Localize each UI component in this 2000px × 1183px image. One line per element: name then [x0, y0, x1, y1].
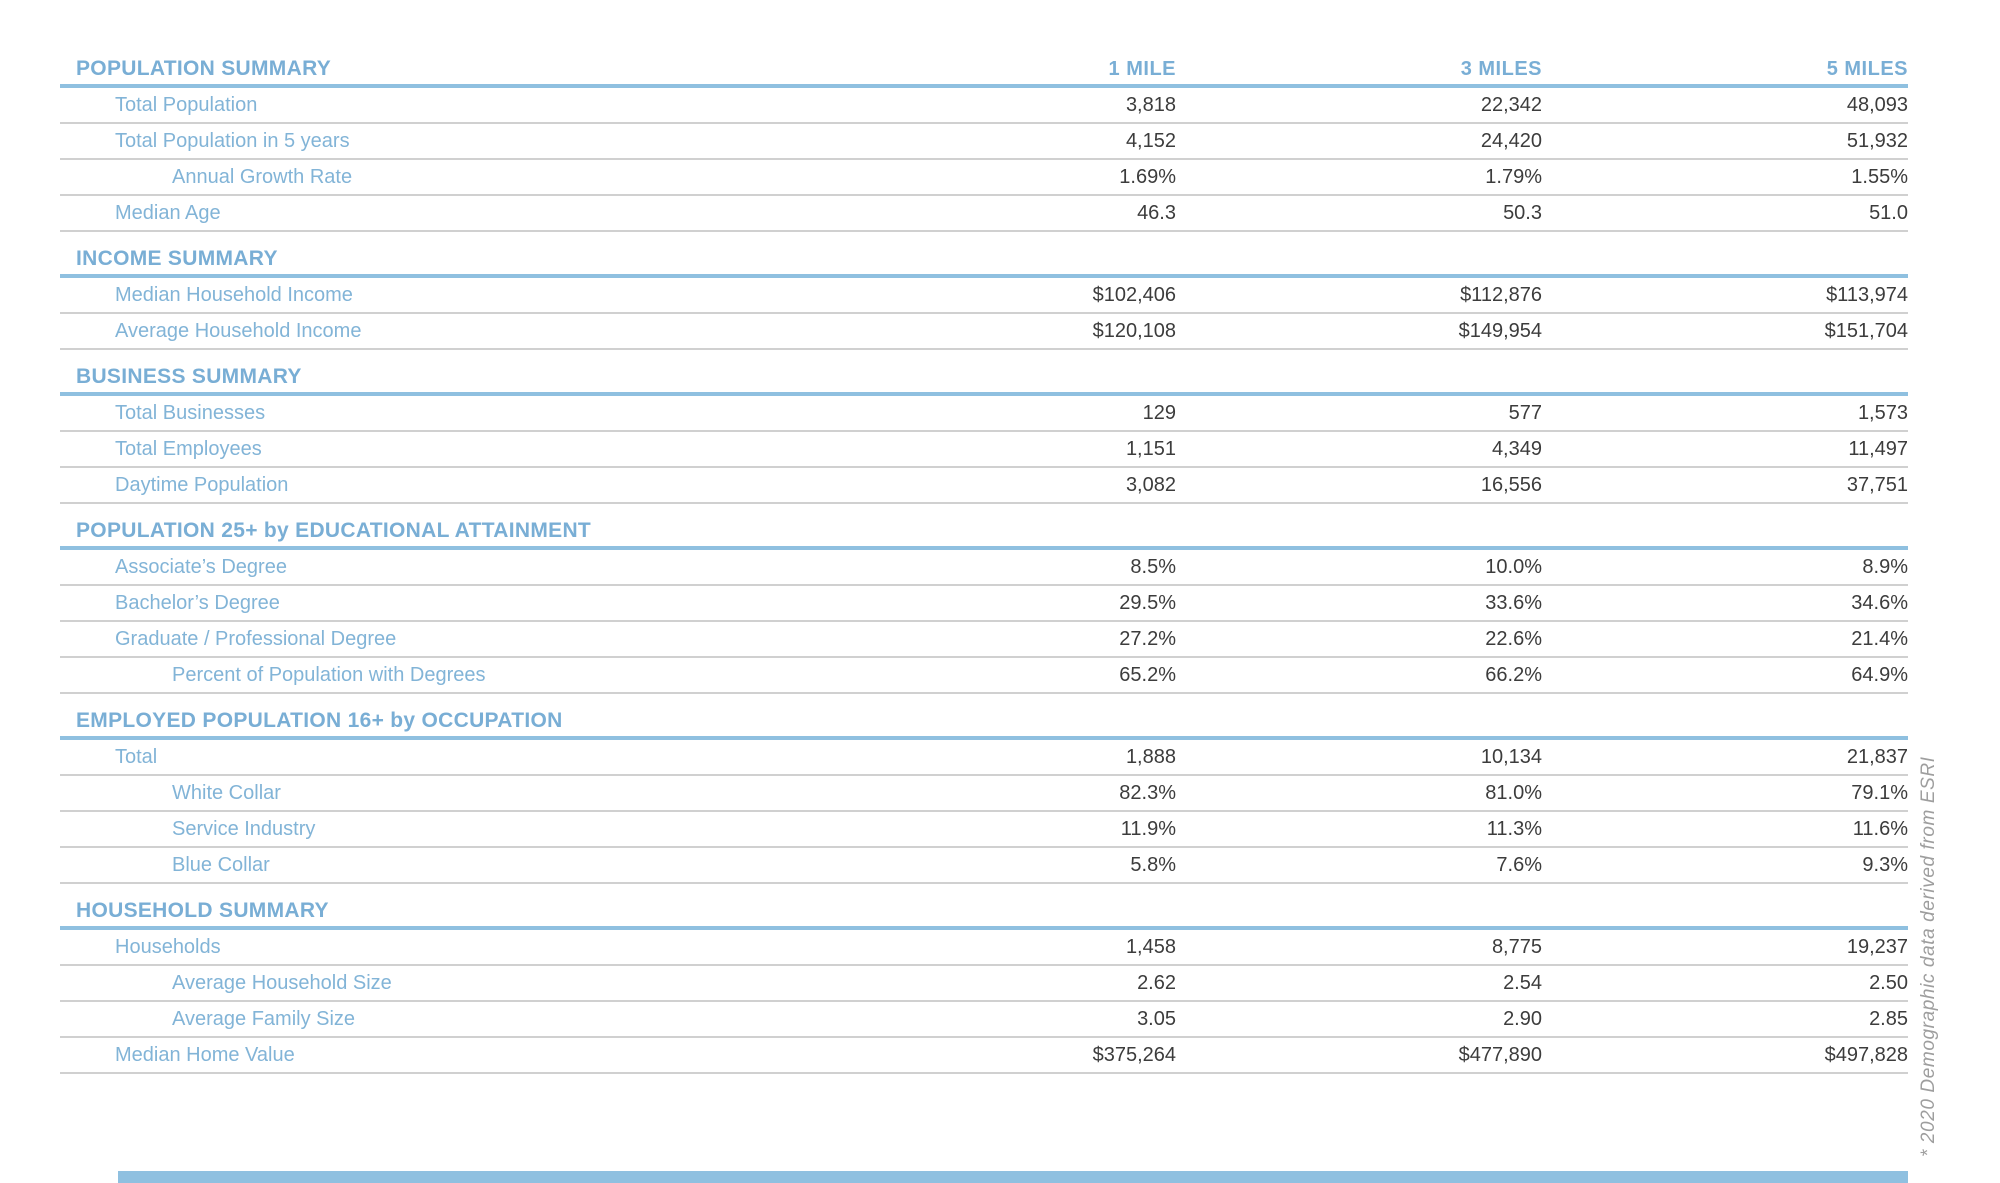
cell-value: 4,349 — [1491, 437, 1542, 460]
table-row — [60, 124, 1908, 160]
cell-value: 2.54 — [1503, 971, 1542, 994]
section-title: POPULATION 25+ by EDUCATIONAL ATTAINMENT — [76, 519, 592, 542]
table-row — [60, 776, 1908, 812]
section-title: INCOME SUMMARY — [76, 247, 278, 270]
row-label: Annual Growth Rate — [172, 165, 353, 188]
row-label: Total Employees — [115, 437, 262, 460]
cell-value: $113,974 — [1826, 283, 1908, 306]
cell-value: 48,093 — [1846, 93, 1908, 116]
row-label: Median Home Value — [115, 1043, 295, 1066]
cell-value: 51.0 — [1869, 201, 1908, 224]
cell-value: 577 — [1508, 401, 1542, 424]
table-row — [60, 622, 1908, 658]
cell-value: 8.5% — [1130, 555, 1176, 578]
cell-value: 129 — [1142, 401, 1176, 424]
table-row — [60, 658, 1908, 694]
cell-value: 1,458 — [1125, 935, 1176, 958]
row-label: Service Industry — [172, 817, 316, 840]
cell-value: 21.4% — [1851, 627, 1908, 650]
table-row — [60, 812, 1908, 848]
section-header — [60, 898, 1908, 930]
cell-value: 65.2% — [1119, 663, 1176, 686]
cell-value: 8,775 — [1491, 935, 1542, 958]
cell-value: 4,152 — [1125, 129, 1176, 152]
cell-value: 9.3% — [1862, 853, 1908, 876]
row-label: Bachelor’s Degree — [115, 591, 280, 614]
table-row — [60, 160, 1908, 196]
table-row — [60, 196, 1908, 232]
table-row — [60, 1002, 1908, 1038]
cell-value: 29.5% — [1119, 591, 1176, 614]
cell-value: 24,420 — [1480, 129, 1542, 152]
section-title: POPULATION SUMMARY — [76, 57, 332, 80]
cell-value: 19,237 — [1846, 935, 1908, 958]
row-label: Total — [115, 745, 158, 768]
cell-value: 66.2% — [1485, 663, 1542, 686]
cell-value: 5.8% — [1130, 853, 1176, 876]
section-header — [60, 364, 1908, 396]
cell-value: 33.6% — [1485, 591, 1542, 614]
table-row — [60, 432, 1908, 468]
cell-value: 7.6% — [1496, 853, 1542, 876]
cell-value: 21,837 — [1846, 745, 1908, 768]
cell-value: 22.6% — [1485, 627, 1542, 650]
cell-value: 1.55% — [1851, 165, 1908, 188]
row-label: Total Businesses — [115, 401, 266, 424]
cell-value: 34.6% — [1851, 591, 1908, 614]
cell-value: $112,876 — [1460, 283, 1542, 306]
column-header: 3 MILES — [1460, 58, 1542, 80]
row-label: Total Population in 5 years — [115, 129, 350, 152]
row-label: Median Household Income — [115, 283, 353, 306]
section-header — [60, 518, 1908, 550]
row-label: Total Population — [115, 93, 258, 116]
row-label: Percent of Population with Degrees — [172, 663, 486, 686]
section-title: HOUSEHOLD SUMMARY — [76, 899, 329, 922]
section-title: BUSINESS SUMMARY — [76, 365, 302, 388]
row-label: Average Household Income — [115, 319, 362, 342]
cell-value: 10.0% — [1485, 555, 1542, 578]
footer-accent-bar — [118, 1171, 1908, 1183]
cell-value: 10,134 — [1480, 745, 1542, 768]
cell-value: $497,828 — [1824, 1043, 1908, 1066]
section-header — [60, 56, 1908, 88]
table-row — [60, 1038, 1908, 1074]
cell-value: 11.9% — [1120, 817, 1176, 840]
cell-value: 79.1% — [1851, 781, 1908, 804]
demographics-table — [60, 56, 1908, 1074]
table-row — [60, 278, 1908, 314]
section-header — [60, 246, 1908, 278]
cell-value: 50.3 — [1503, 201, 1542, 224]
column-header: 1 MILE — [1108, 58, 1176, 80]
cell-value: 81.0% — [1485, 781, 1542, 804]
cell-value: 3.05 — [1137, 1007, 1176, 1030]
row-label: Median Age — [115, 201, 221, 224]
row-label: Associate’s Degree — [115, 555, 287, 578]
table-row — [60, 396, 1908, 432]
cell-value: 1,151 — [1125, 437, 1176, 460]
cell-value: 46.3 — [1137, 201, 1176, 224]
cell-value: $375,264 — [1092, 1043, 1176, 1066]
row-label: Daytime Population — [115, 473, 289, 496]
table-row — [60, 848, 1908, 884]
cell-value: 11.3% — [1486, 817, 1542, 840]
cell-value: 8.9% — [1862, 555, 1908, 578]
cell-value: 11.6% — [1852, 817, 1908, 840]
cell-value: 2.50 — [1869, 971, 1908, 994]
row-label: Households — [115, 935, 221, 958]
cell-value: $151,704 — [1824, 319, 1908, 342]
column-header: 5 MILES — [1826, 58, 1908, 80]
row-label: Average Household Size — [172, 971, 392, 994]
cell-value: 2.62 — [1137, 971, 1176, 994]
cell-value: $102,406 — [1092, 283, 1176, 306]
cell-value: 3,082 — [1125, 473, 1176, 496]
cell-value: 37,751 — [1846, 473, 1908, 496]
cell-value: $149,954 — [1458, 319, 1542, 342]
cell-value: 1.69% — [1119, 165, 1176, 188]
table-row — [60, 88, 1908, 124]
section-header — [60, 708, 1908, 740]
row-label: Average Family Size — [172, 1007, 356, 1030]
table-row — [60, 550, 1908, 586]
section-title: EMPLOYED POPULATION 16+ by OCCUPATION — [76, 709, 563, 732]
cell-value: 22,342 — [1480, 93, 1542, 116]
cell-value: $120,108 — [1092, 319, 1176, 342]
table-row — [60, 966, 1908, 1002]
table-row — [60, 740, 1908, 776]
row-label: White Collar — [172, 781, 281, 804]
cell-value: 64.9% — [1851, 663, 1908, 686]
cell-value: 27.2% — [1119, 627, 1176, 650]
cell-value: 11,497 — [1848, 437, 1908, 460]
table-row — [60, 930, 1908, 966]
table-row — [60, 314, 1908, 350]
cell-value: 3,818 — [1125, 93, 1176, 116]
table-row — [60, 468, 1908, 504]
row-label: Graduate / Professional Degree — [115, 627, 397, 650]
cell-value: 16,556 — [1480, 473, 1542, 496]
cell-value: 1,888 — [1125, 745, 1176, 768]
cell-value: 82.3% — [1119, 781, 1176, 804]
table-row — [60, 586, 1908, 622]
cell-value: 51,932 — [1846, 129, 1908, 152]
cell-value: 2.90 — [1503, 1007, 1542, 1030]
row-label: Blue Collar — [172, 853, 270, 876]
cell-value: 2.85 — [1869, 1007, 1908, 1030]
data-source-note: * 2020 Demographic data derived from ESRI — [1918, 756, 1939, 1157]
cell-value: 1.79% — [1485, 165, 1542, 188]
cell-value: $477,890 — [1458, 1043, 1542, 1066]
cell-value: 1,573 — [1857, 401, 1908, 424]
